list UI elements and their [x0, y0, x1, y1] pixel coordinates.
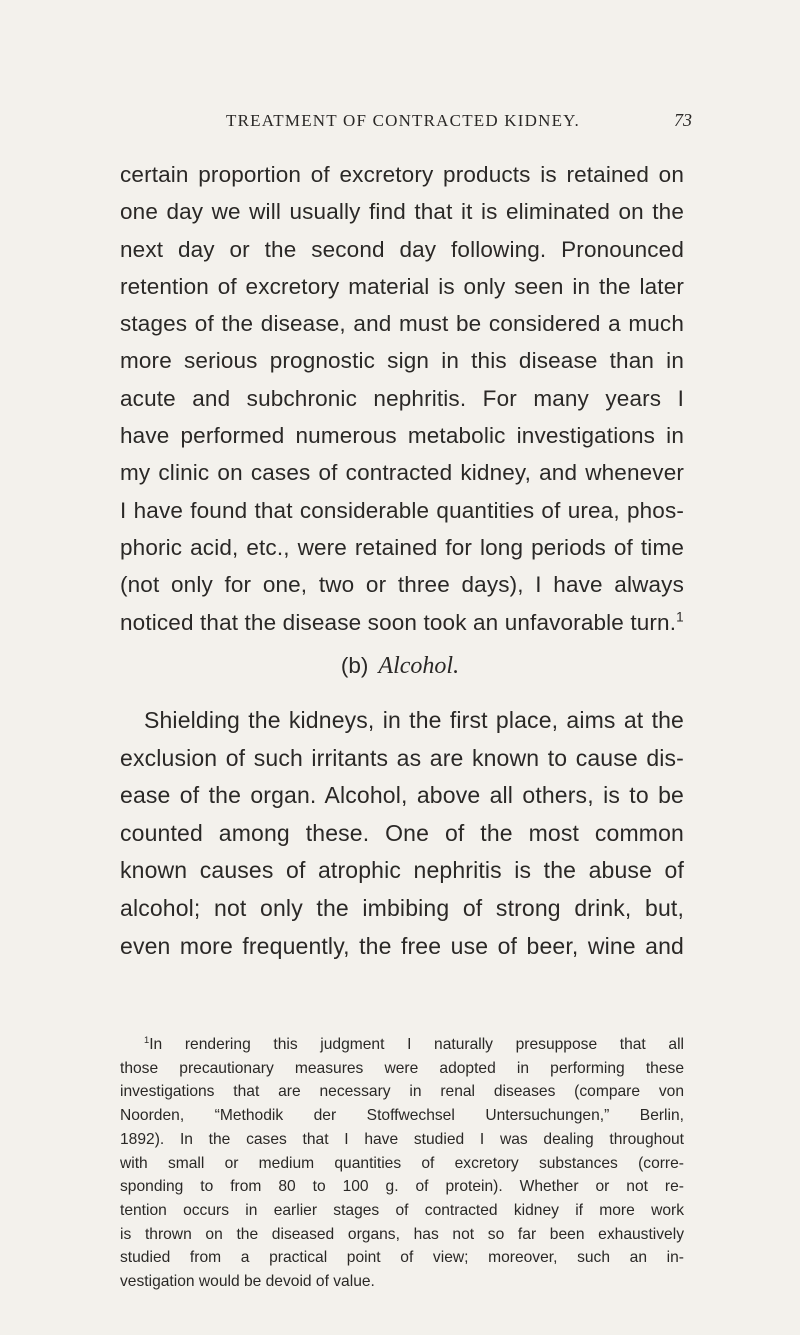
- running-header: [226, 110, 692, 140]
- text-line: certain proportion of excretory products is retained on: [120, 162, 684, 187]
- text-line: my clinic on cases of contracted kidney, and whenever: [120, 460, 684, 486]
- footnote-line: tention occurs in earlier stages of contracted kidney if more work: [120, 1201, 684, 1219]
- footnote-line: Noorden, “Methodik der Stoffwechsel Untersuchungen,” Berlin,: [120, 1107, 684, 1125]
- text-line-content: noticed that the disease soon took an unfavorable turn.: [120, 609, 677, 635]
- text-line: have performed numerous metabolic investigations in: [120, 423, 684, 449]
- footnote-reference: 1: [676, 609, 684, 625]
- text-line: more serious prognostic sign in this disease than in: [120, 348, 684, 374]
- text-line: acute and subchronic nephritis. For many years I: [120, 385, 684, 411]
- text-line: exclusion of such irritants as are known to cause dis-: [120, 744, 684, 771]
- text-line-last: [120, 604, 684, 641]
- footnote-line: 1892). In the cases that I have studied I was dealing throughout: [120, 1130, 684, 1148]
- footnote-line: sponding to from 80 to 100 g. of protein). Whether or not re-: [120, 1178, 684, 1196]
- footnote-line: those precautionary measures were adopted in performing these: [120, 1059, 684, 1077]
- section-label: (b): [340, 653, 369, 678]
- text-line: I have found that considerable quantities of urea, phos-: [120, 497, 684, 523]
- text-line: ease of the organ. Alcohol, above all others, is to be: [120, 782, 684, 809]
- section-title: Alcohol.: [378, 653, 460, 679]
- text-line: known causes of atrophic nephritis is the abuse of: [120, 857, 684, 884]
- page-number: 73: [674, 110, 692, 130]
- footnote-line-content: In rendering this judgment I naturally presuppose that all: [149, 1036, 684, 1053]
- text-line: alcohol; not only the imbibing of strong drink, but,: [120, 894, 684, 921]
- text-line: one day we will usually find that it is eliminated on the: [120, 199, 684, 225]
- running-title: TREATMENT OF CONTRACTED KIDNEY.: [226, 111, 580, 130]
- text-line: (not only for one, two or three days), I have always: [120, 572, 684, 598]
- paragraph-excretory-retention: [120, 156, 684, 641]
- text-line: counted among these. One of the most common: [120, 819, 684, 846]
- footnote-marker: 1: [144, 1034, 150, 1045]
- footnote-line: is thrown on the diseased organs, has not so far been exhaustively: [120, 1225, 684, 1243]
- text-line: stages of the disease, and must be considered a much: [120, 311, 684, 337]
- text-line: even more frequently, the free use of beer, wine and: [120, 932, 684, 959]
- footnote-line: with small or medium quantities of excretory substances (corre-: [120, 1154, 684, 1172]
- text-line: Shielding the kidneys, in the first place, aims at the: [144, 707, 684, 733]
- paragraph-alcohol: [120, 702, 684, 965]
- section-heading: [0, 653, 800, 680]
- text-line: next day or the second day following. Pronounced: [120, 236, 684, 262]
- text-line: phoric acid, etc., were retained for long periods of time: [120, 534, 684, 560]
- footnote-line: [120, 1033, 684, 1057]
- footnote-line: studied from a practical point of view; moreover, such an in-: [120, 1249, 684, 1267]
- footnote: [120, 1033, 684, 1294]
- footnote-line-last: vestigation would be devoid of value.: [120, 1273, 375, 1291]
- text-line: retention of excretory material is only seen in the later: [120, 273, 684, 299]
- footnote-line: investigations that are necessary in renal diseases (compare von: [120, 1083, 684, 1101]
